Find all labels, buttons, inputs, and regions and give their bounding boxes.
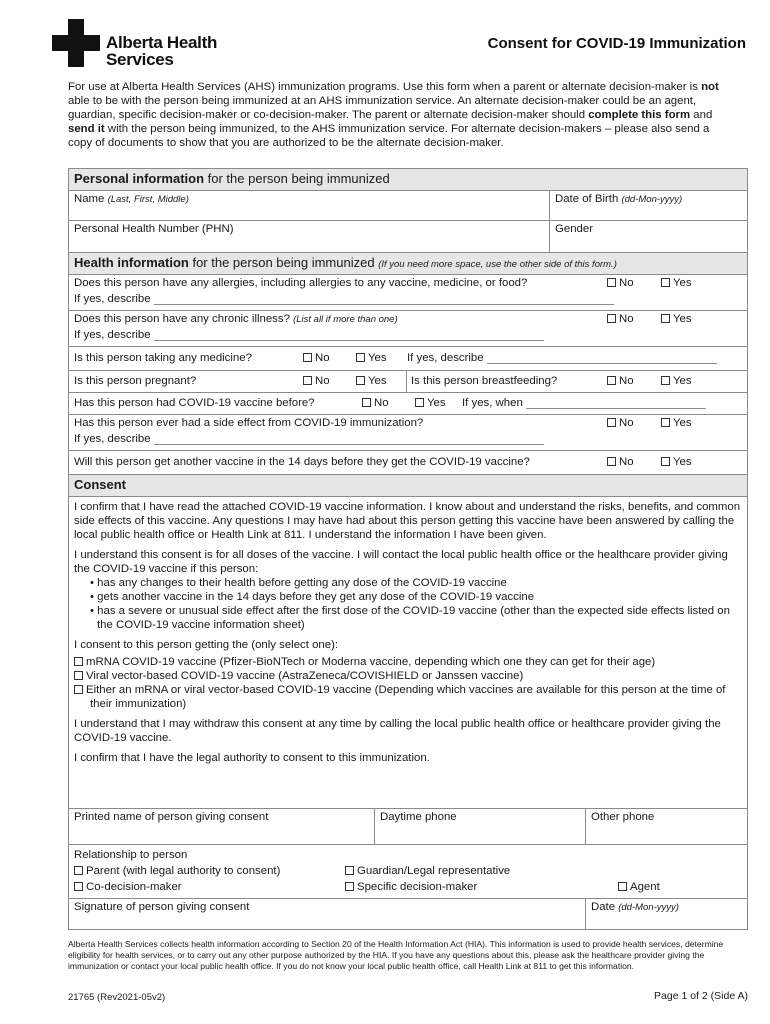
breastfeeding-question: Is this person breastfeeding? [411,375,558,387]
health-info-heading: Health information for the person being immunized (If you need more space, use the other side of this form.) [69,253,747,275]
gender-field[interactable]: Gender [549,221,747,252]
checkbox-icon [607,314,616,323]
checkbox-icon [74,866,83,875]
pregnant-row [69,371,747,393]
had-covid-when-input[interactable] [526,397,706,409]
phn-field[interactable]: Personal Health Number (PHN) [74,223,234,235]
allergies-no[interactable]: No [607,277,634,289]
allergies-yes[interactable]: Yes [661,277,692,289]
had-covid-question: Has this person had COVID-19 vaccine before? [74,397,315,409]
consent-paragraph-5: I confirm that I have the legal authority to consent to this immunization. [74,752,430,764]
consent-paragraph-4: I understand that I may withdraw this consent at any time by calling the local public health office or healthcare provider giving the COVID-19 vaccine. [74,718,721,744]
checkbox-icon [661,278,670,287]
allergies-describe-label: If yes, describe [74,293,151,305]
name-dob-row [69,191,747,221]
checkbox-icon [607,376,616,385]
medicine-describe-label: If yes, describe [407,352,484,364]
had-covid-no[interactable]: No [362,397,389,409]
side-effect-no[interactable]: No [607,417,634,429]
had-covid-when-label: If yes, when [462,397,523,409]
privacy-notice: Alberta Health Services collects health information according to Section 20 of the Health Information Act (HIA). This information is used to provide health services, determine eligibility for health services, or to carry out any other purpose authorized by the HIA. If you have any questions about this, please ask the healthcare provider giving the immunization or contact your local public health office. If you do not know your local public health office, call Health Link at 811 to get this information. [68,939,724,971]
checkbox-icon [661,376,670,385]
checkbox-icon [303,353,312,362]
allergies-question: Does this person have any allergies, including allergies to any vaccine, medicine, or food? [74,277,528,289]
list-item: • has a severe or unusual side effect after the first dose of the COVID-19 vaccine (other than the expected side effects listed on the COVID-19 vaccine information sheet) [90,605,730,631]
chronic-question: Does this person have any chronic illness? (List all if more than one) [74,313,398,325]
date-field[interactable]: Date (dd-Mon-yyyy) [585,899,747,929]
medicine-no[interactable]: No [303,352,330,364]
breastfeeding-no[interactable]: No [607,375,634,387]
checkbox-icon [74,657,83,666]
printed-name-field[interactable]: Printed name of person giving consent [74,811,269,823]
signature-row [69,899,747,929]
chronic-describe-input[interactable] [154,329,544,341]
daytime-phone-field[interactable]: Daytime phone [374,809,585,844]
side-effect-describe-input[interactable] [154,433,544,445]
checkbox-icon [661,457,670,466]
chronic-yes[interactable]: Yes [661,313,692,325]
had-covid-row [69,393,747,415]
other-vaccine-question: Will this person get another vaccine in the 14 days before they get the COVID-19 vaccine? [74,456,530,468]
checkbox-icon [74,671,83,680]
option-either[interactable]: Either an mRNA or viral vector-based COVID-19 vaccine (Depending which vaccines are available for this person at the time of their immunization) [74,683,742,711]
list-item: • gets another vaccine in the 14 days before they get any dose of the COVID-19 vaccine [90,591,535,603]
signature-field[interactable]: Signature of person giving consent [74,901,250,913]
had-covid-yes[interactable]: Yes [415,397,446,409]
side-effect-yes[interactable]: Yes [661,417,692,429]
form-number: 21765 (Rev2021-05v2) [68,992,166,1003]
checkbox-icon [661,418,670,427]
rel-agent-option[interactable]: Agent [618,881,660,893]
medicine-yes[interactable]: Yes [356,352,387,364]
consent-paragraph-1: I confirm that I have read the attached COVID-19 vaccine information. I know about and understand the risks, benefits, and common side effects of this vaccine. Any questions I may have had about this person getting this vaccine have been answered by calling the local public health office or Health Link at 811. I understand the information I have been given. [74,501,741,541]
phn-gender-row [69,221,747,253]
option-mrna[interactable]: mRNA COVID-19 vaccine (Pfizer-BioNTech or Moderna vaccine, depending which one they can get for their age) [74,655,742,669]
checkbox-icon [618,882,627,891]
chronic-row [69,311,747,347]
consenter-info-row [69,809,747,845]
checkbox-icon [74,882,83,891]
checkbox-icon [356,376,365,385]
pregnant-yes[interactable]: Yes [356,375,387,387]
checkbox-icon [74,685,83,694]
form-table [68,168,748,930]
chronic-describe-label: If yes, describe [74,329,151,341]
consent-bullets [74,576,742,632]
consent-paragraph-2: I understand this consent is for all doses of the vaccine. I will contact the local public health office or the healthcare provider giving the COVID-19 vaccine if this person: [74,549,728,575]
rel-guardian-option[interactable]: Guardian/Legal representative [345,865,510,877]
document-title: Consent for COVID-19 Immunization [487,35,746,52]
checkbox-icon [415,398,424,407]
side-effect-describe-label: If yes, describe [74,433,151,445]
logo-line-1: Alberta Health [106,33,218,52]
checkbox-icon [607,457,616,466]
allergies-describe-input[interactable] [154,293,614,305]
medicine-row [69,347,747,371]
checkbox-icon [362,398,371,407]
dob-field[interactable]: Date of Birth (dd-Mon-yyyy) [549,191,747,220]
pregnant-no[interactable]: No [303,375,330,387]
side-effect-row [69,415,747,451]
personal-info-heading: Personal information for the person being immunized [69,169,747,191]
rel-codecision-option[interactable]: Co-decision-maker [74,881,182,893]
other-vaccine-yes[interactable]: Yes [661,456,692,468]
checkbox-icon [356,353,365,362]
intro-paragraph: For use at Alberta Health Services (AHS) immunization programs. Use this form when a parent or alternate decision-maker is not able to be with the person being immunized at an AHS immunization service. An alternate decision-maker could be an agent, guardian, specific decision-maker or co-decision-maker. The parent or alternate decision-maker should complete this form and send it with the person being immunized, to the AHS immunization service. For alternate decision-makers – please also send a copy of documents to show that you are authorized to be the alternate decision-maker. [68,81,719,149]
checkbox-icon [345,882,354,891]
checkbox-icon [303,376,312,385]
allergies-row [69,275,747,311]
medicine-question: Is this person taking any medicine? [74,352,252,364]
name-field[interactable]: Name (Last, First, Middle) [74,193,189,205]
consent-heading: Consent [69,475,747,497]
rel-specific-option[interactable]: Specific decision-maker [345,881,477,893]
option-viral-vector[interactable]: Viral vector-based COVID-19 vaccine (AstraZeneca/COVISHIELD or Janssen vaccine) [74,669,742,683]
checkbox-icon [607,418,616,427]
relationship-row [69,845,747,899]
chronic-no[interactable]: No [607,313,634,325]
page-number: Page 1 of 2 (Side A) [654,990,748,1002]
ahs-logo [52,19,217,68]
other-vaccine-no[interactable]: No [607,456,634,468]
side-effect-question: Has this person ever had a side effect from COVID-19 immunization? [74,417,424,429]
breastfeeding-yes[interactable]: Yes [661,375,692,387]
list-item: • has any changes to their health before getting any dose of the COVID-19 vaccine [90,577,507,589]
other-phone-field[interactable]: Other phone [585,809,747,844]
relationship-label: Relationship to person [74,849,188,861]
rel-parent-option[interactable]: Parent (with legal authority to consent) [74,865,280,877]
logo-line-2: Services [106,50,174,69]
checkbox-icon [345,866,354,875]
other-vaccine-row [69,451,747,475]
ahs-cross-icon [52,19,100,67]
checkbox-icon [661,314,670,323]
consent-paragraph-3: I consent to this person getting the (only select one): [74,639,339,651]
medicine-describe-input[interactable] [487,352,717,364]
checkbox-icon [607,278,616,287]
consent-body [69,497,747,809]
pregnant-question: Is this person pregnant? [74,375,197,387]
